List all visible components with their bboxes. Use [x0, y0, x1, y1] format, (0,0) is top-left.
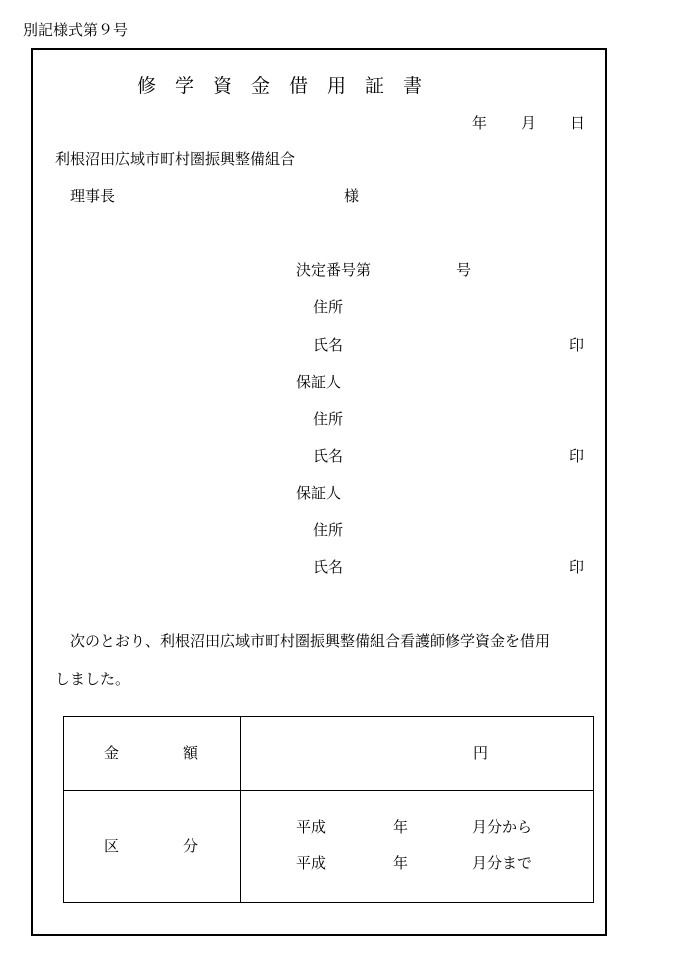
addressee-honorific: 様: [344, 187, 360, 205]
category-value-cell: [241, 791, 594, 903]
category-label-1: 区: [104, 837, 120, 855]
period-to-era: 平成: [296, 854, 327, 872]
category-label-2: 分: [183, 837, 199, 855]
date-year: 年: [472, 114, 488, 132]
form-number: 別記様式第９号: [23, 21, 129, 39]
guarantor2-label: 保証人: [296, 484, 342, 502]
page-title: 修学資金借用証書: [137, 75, 442, 97]
period-from-year: 年: [393, 818, 409, 836]
addressee-organization: 利根沼田広域市町村圏振興整備組合: [55, 150, 296, 168]
guarantor2-name-label: 氏名: [313, 558, 344, 576]
decision-number-suffix: 号: [456, 261, 472, 279]
period-to-year: 年: [393, 854, 409, 872]
borrower-address-label: 住所: [313, 298, 344, 316]
amount-label-2: 額: [183, 744, 199, 762]
amount-unit: 円: [473, 744, 489, 762]
loan-details-table: [63, 716, 594, 903]
amount-value-cell: [241, 717, 594, 791]
borrower-seal: 印: [569, 336, 585, 354]
amount-label-1: 金: [104, 744, 120, 762]
category-label-cell: [64, 791, 241, 903]
statement-line-1: 次のとおり、利根沼田広域市町村圏振興整備組合看護師修学資金を借用: [70, 632, 551, 650]
addressee-position: 理事長: [70, 187, 116, 205]
period-from-era: 平成: [296, 818, 327, 836]
guarantor1-address-label: 住所: [313, 410, 344, 428]
category-row: [64, 791, 594, 903]
period-to-month: 月分まで: [472, 854, 533, 872]
guarantor1-seal: 印: [569, 447, 585, 465]
date-day: 日: [570, 114, 586, 132]
amount-label-cell: [64, 717, 241, 791]
period-from-month: 月分から: [472, 818, 533, 836]
guarantor1-label: 保証人: [296, 373, 342, 391]
date-month: 月: [521, 114, 537, 132]
guarantor2-address-label: 住所: [313, 521, 344, 539]
guarantor1-name-label: 氏名: [313, 447, 344, 465]
borrower-name-label: 氏名: [313, 336, 344, 354]
decision-number-prefix: 決定番号第: [296, 261, 372, 279]
amount-row: [64, 717, 594, 791]
guarantor2-seal: 印: [569, 558, 585, 576]
statement-line-2: しました。: [55, 670, 131, 688]
